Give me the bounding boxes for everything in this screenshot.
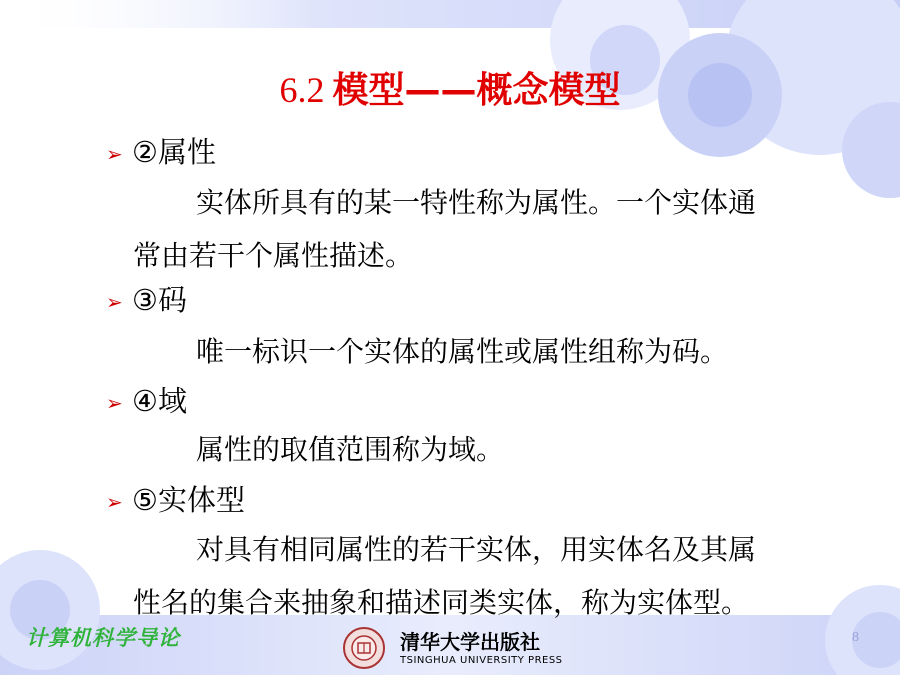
page-number: 8 — [852, 630, 859, 645]
arrow-bullet-icon: ➢ — [106, 490, 123, 514]
bullet-domain — [106, 381, 187, 423]
tsinghua-press-seal — [340, 626, 390, 670]
bullet-attribute — [106, 132, 216, 174]
paragraph-line: 属性的取值范围称为域。 — [196, 433, 505, 466]
paragraph-line: 唯一标识一个实体的属性或属性组称为码。 — [196, 335, 729, 368]
title-number: 6.2 — [279, 70, 325, 110]
paragraph-line: 实体所具有的某一特性称为属性。一个实体通 — [196, 186, 757, 219]
bullet-heading: ②属性 — [132, 135, 216, 169]
paragraph-line: 性名的集合来抽象和描述同类实体，称为实体型。 — [133, 586, 750, 619]
arrow-bullet-icon: ➢ — [106, 290, 123, 314]
arrow-bullet-icon: ➢ — [106, 391, 123, 415]
paragraph-line: 对具有相同属性的若干实体，用实体名及其属 — [196, 533, 757, 566]
course-name: 计算机科学导论 — [26, 626, 180, 650]
bullet-heading: ③码 — [132, 283, 187, 317]
bullet-heading: ⑤实体型 — [132, 483, 245, 517]
paragraph-line: 常由若干个属性描述。 — [133, 239, 414, 272]
bullet-entity-type — [106, 480, 245, 522]
bullet-heading: ④域 — [132, 384, 187, 418]
publisher-name-cn: 清华大学出版社 — [400, 630, 540, 654]
slide-title — [0, 64, 900, 117]
arrow-bullet-icon: ➢ — [106, 142, 123, 166]
publisher-name-en: TSINGHUA UNIVERSITY PRESS — [400, 655, 563, 666]
bullet-key — [106, 280, 187, 322]
title-text: 模型——概念模型 — [332, 70, 621, 111]
